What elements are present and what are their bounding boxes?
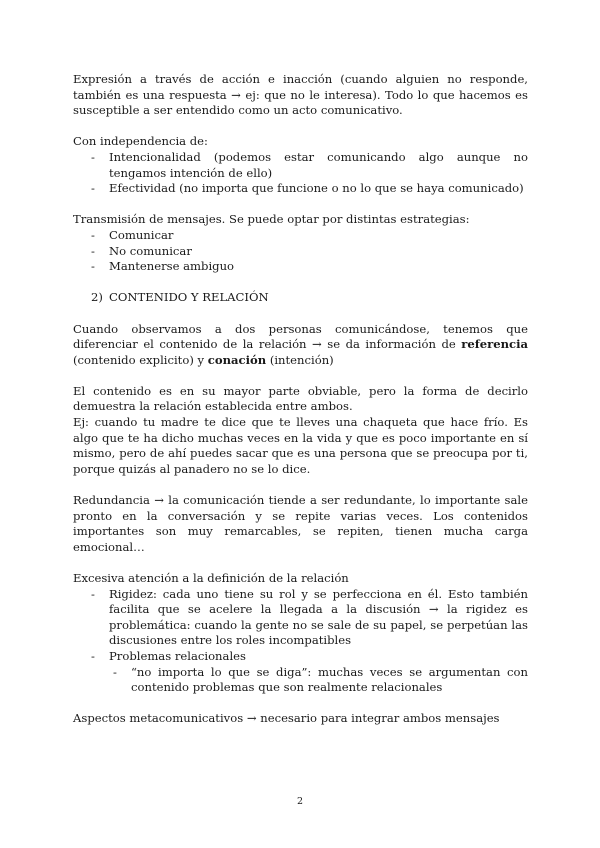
paragraph-contenido-obviable: El contenido es en su mayor parte obviable, pero la forma de decirlo demuestra la relación establecida entre ambos. <box>73 383 528 414</box>
bold-referencia: referencia <box>461 337 528 352</box>
text-run: (intención) <box>266 352 334 367</box>
list-excesiva-atencion <box>73 587 528 665</box>
bold-conacion: conación <box>207 352 267 367</box>
section-number: 2) <box>91 290 103 305</box>
document-body <box>73 72 528 727</box>
list-item: - Efectividad (no importa que funcione o no lo que se haya comunicado) <box>73 181 528 197</box>
sublist-problemas <box>109 665 528 696</box>
list-item: - Rigidez: cada uno tiene su rol y se perfecciona en él. Esto también facilita que se acelere la llegada a la discusión → la rigidez es problemática: cuando la gente no se sale de su papel, se perpetúan las discusiones entre los roles incompatibles <box>73 587 528 649</box>
paragraph-ejemplo: Ej: cuando tu madre te dice que te lleves una chaqueta que hace frío. Es algo que te ha dicho muchas veces en la vida y que es poco importante en sí mismo, pero de ahí puedes sacar que es una persona que se preocupa por ti, porque quizás al panadero no se lo dice. <box>73 415 528 476</box>
list-item: - Problemas relacionales <box>73 649 528 665</box>
paragraph-metacomunicativos: Aspectos metacomunicativos → necesario para integrar ambos mensajes <box>73 711 500 726</box>
section-title: CONTENIDO Y RELACIÓN <box>109 290 269 305</box>
text-run: (contenido explicito) y <box>73 352 208 367</box>
paragraph-redundancia: Redundancia → la comunicación tiende a ser redundante, lo importante sale pronto en la conversación y se repite varias veces. Los contenidos importantes son muy remarcables, se repiten, tienen mucha carga emocional… <box>73 493 528 554</box>
page-number: 2 <box>296 796 304 807</box>
list-item: - No comunicar <box>73 244 528 260</box>
list-item: - Intencionalidad (podemos estar comunicando algo aunque no tengamos intención de ello) <box>73 150 528 181</box>
list-estrategias <box>73 228 528 275</box>
paragraph-contenido-relacion <box>73 322 528 369</box>
paragraph-expresion: Expresión a través de acción e inacción (cuando alguien no responde, también es una respuesta → ej: que no le interesa). Todo lo que hacemos es susceptible a ser entendido como un acto comunicativo. <box>73 72 528 118</box>
paragraph-transmision-intro: Transmisión de mensajes. Se puede optar por distintas estrategias: <box>73 212 470 227</box>
list-item: - Mantenerse ambiguo <box>73 259 528 275</box>
list-item: - Comunicar <box>73 228 528 244</box>
list-independencia <box>73 150 528 197</box>
paragraph-excesiva-atencion: Excesiva atención a la definición de la relación <box>73 571 349 585</box>
paragraph-independencia-intro: Con independencia de: <box>73 134 208 149</box>
section-heading <box>73 290 528 306</box>
text-run: Cuando observamos a dos personas comunicándose, tenemos que diferenciar el contenido de la relación → se da información de <box>73 321 528 352</box>
list-item: - “no importa lo que se diga”: muchas veces se argumentan con contenido problemas que son realmente relacionales <box>109 665 528 696</box>
